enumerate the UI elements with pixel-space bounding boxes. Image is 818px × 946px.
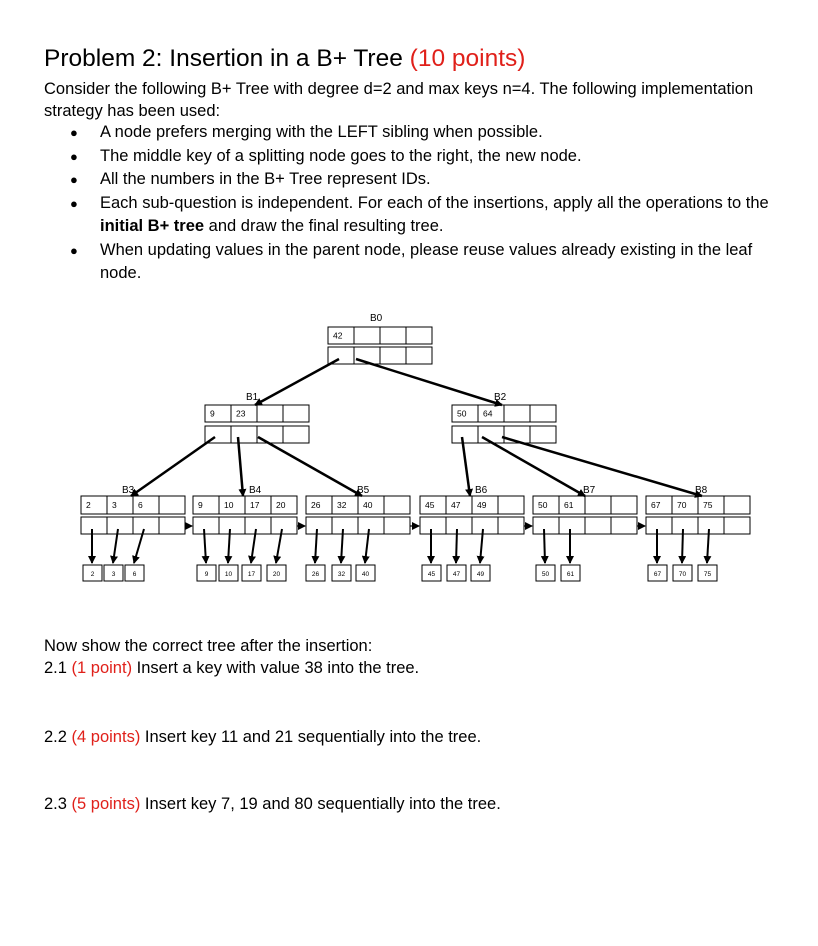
- problem-intro: Consider the following B+ Tree with degree d=2 and max keys n=4. The following implementation strategy has been used:: [44, 80, 754, 120]
- tree-arrow: [356, 359, 502, 405]
- node-label: B2: [494, 392, 507, 403]
- tree-arrow: [131, 437, 215, 496]
- problem-title-text: Problem 2: Insertion in a B+ Tree: [44, 45, 403, 72]
- bullet-icon: ●: [70, 125, 78, 140]
- node-key: 9: [210, 408, 215, 419]
- record-value: 49: [476, 571, 485, 578]
- tree-arrow: [682, 529, 683, 563]
- question-number: 2.3: [44, 795, 67, 813]
- strategy-item-text: A node prefers merging with the LEFT sibling when possible.: [100, 123, 543, 141]
- strategy-item: [44, 239, 784, 286]
- node-key: 26: [311, 500, 321, 510]
- question-points: (1 point): [71, 659, 133, 677]
- strategy-item-text: Each sub-question is independent. For each of the insertions, apply all the operations to the: [100, 193, 769, 212]
- record-value: 67: [653, 571, 662, 578]
- record-value: 47: [452, 571, 461, 578]
- question-2-1: [44, 659, 419, 678]
- node-label: B1: [246, 392, 259, 403]
- record-value: 17: [247, 571, 256, 578]
- tree-arrow: [255, 359, 339, 405]
- tree-arrow: [258, 437, 362, 496]
- bullet-icon: ●: [70, 195, 78, 211]
- record-value: 50: [541, 571, 550, 578]
- tree-arrow: [456, 529, 457, 563]
- question-number: 2.2: [44, 728, 67, 746]
- strategy-item-text: The middle key of a splitting node goes to the right, the new node.: [100, 146, 582, 165]
- node-label: B5: [357, 485, 370, 496]
- record-value: 45: [427, 571, 436, 578]
- node-label: B4: [249, 485, 262, 496]
- record-value: 10: [224, 571, 233, 578]
- record-value: 32: [337, 571, 346, 578]
- node-key: 42: [333, 330, 343, 341]
- node-key: 67: [651, 500, 661, 510]
- strategy-item: [44, 145, 784, 169]
- node-key: 2: [86, 500, 91, 510]
- node-key: 61: [564, 500, 574, 510]
- bullet-icon: ●: [70, 242, 78, 258]
- node-label: B0: [370, 313, 383, 324]
- node-label: B3: [122, 485, 135, 496]
- record-value: 26: [311, 571, 320, 578]
- question-text: Insert key 11 and 21 sequentially into the tree.: [144, 728, 482, 746]
- strategy-item-text: and draw the final resulting tree.: [204, 217, 444, 235]
- question-text: Insert key 7, 19 and 80 sequentially into the tree.: [144, 795, 501, 813]
- strategy-item-emphasis: initial B+ tree: [100, 217, 205, 235]
- questions-lead: Now show the correct tree after the insertion:: [44, 637, 373, 655]
- tree-arrow: [462, 437, 470, 496]
- record-value: 20: [272, 571, 281, 578]
- record-value: 9: [204, 571, 209, 578]
- node-key: 45: [425, 500, 435, 510]
- node-key: 64: [483, 408, 493, 419]
- node-key: 23: [236, 408, 246, 419]
- problem-title: [44, 45, 525, 73]
- node-key: 40: [363, 500, 373, 510]
- record-value: 2: [90, 571, 95, 578]
- record-value: 40: [361, 571, 370, 578]
- node-key: 20: [276, 500, 286, 510]
- node-key: 6: [138, 500, 143, 510]
- node-key: 47: [451, 500, 461, 510]
- question-2-3: [44, 795, 501, 814]
- question-points: (4 points): [71, 728, 141, 746]
- question-text: Insert a key with value 38 into the tree.: [136, 659, 420, 677]
- node-key: 3: [112, 500, 117, 510]
- strategy-item-text: All the numbers in the B+ Tree represent IDs.: [100, 170, 431, 188]
- tree-arrow: [238, 437, 243, 496]
- node-key: 9: [198, 500, 203, 510]
- record-value: 6: [132, 571, 137, 578]
- node-key: 32: [337, 500, 347, 510]
- bullet-icon: ●: [70, 172, 78, 187]
- bplus-tree-diagram: [0, 300, 818, 600]
- node-key: 50: [538, 500, 548, 510]
- node-label: B8: [695, 485, 708, 496]
- strategy-item: [44, 121, 784, 145]
- node-key: 49: [477, 500, 487, 510]
- node-key: 70: [677, 500, 687, 510]
- node-label: B6: [475, 485, 488, 496]
- node-key: 75: [703, 500, 713, 510]
- strategy-list: [44, 121, 784, 286]
- strategy-item-text: When updating values in the parent node, please reuse values already existing in the leaf node.: [100, 240, 753, 282]
- record-value: 75: [703, 571, 712, 578]
- node-label: B7: [583, 485, 596, 496]
- node-key: 50: [457, 408, 467, 419]
- question-points: (5 points): [71, 795, 141, 813]
- record-value: 61: [566, 571, 575, 578]
- problem-points: (10 points): [409, 45, 526, 72]
- record-value: 3: [111, 571, 116, 578]
- question-number: 2.1: [44, 659, 67, 677]
- strategy-item: [44, 192, 784, 239]
- node-key: 17: [250, 500, 260, 510]
- node-key: 10: [224, 500, 234, 510]
- bullet-icon: ●: [70, 148, 78, 164]
- question-2-2: [44, 728, 481, 747]
- record-value: 70: [678, 571, 687, 578]
- tree-arrow: [544, 529, 545, 563]
- strategy-item: [44, 168, 784, 192]
